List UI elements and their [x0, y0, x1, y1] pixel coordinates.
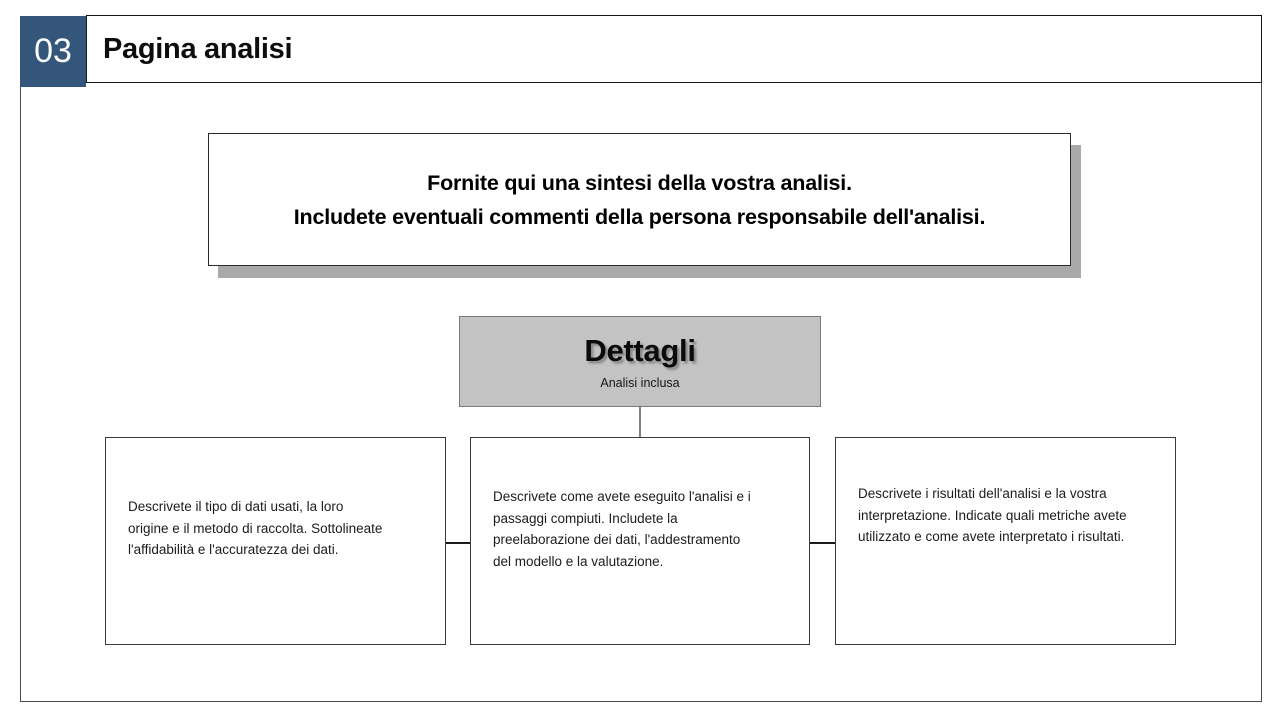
- connector-right-horizontal: [810, 542, 835, 544]
- detail-text-line: origine e il metodo di raccolta. Sottolineate: [128, 520, 383, 536]
- detail-text-line: interpretazione. Indicate quali metriche avete: [858, 507, 1127, 523]
- summary-line: Includete eventuali commenti della persona responsabile dell'analisi.: [293, 204, 986, 229]
- header-bar: [86, 15, 1262, 83]
- detail-box-results: [835, 437, 1176, 645]
- detail-text-line: utilizzato e come avete interpretato i risultati.: [858, 529, 1125, 545]
- detail-box-data: [105, 437, 446, 645]
- summary-line: Fornite qui una sintesi della vostra analisi.: [427, 170, 852, 195]
- detail-text-line: Descrivete come avete eseguito l'analisi e i: [493, 489, 751, 504]
- details-subtitle: Analisi inclusa: [600, 375, 680, 390]
- summary-box: [208, 133, 1071, 266]
- detail-text-line: preelaborazione dei dati, l'addestramento: [493, 532, 741, 548]
- detail-text-line: l'affidabilità e l'accuratezza dei dati.: [128, 542, 339, 558]
- detail-text-line: Descrivete il tipo di dati usati, la loro: [128, 499, 344, 514]
- connector-vertical: [639, 407, 641, 437]
- details-header-box: [459, 316, 821, 407]
- detail-box-method: [470, 437, 810, 645]
- detail-text-line: del modello e la valutazione.: [493, 553, 664, 569]
- detail-text-line: Descrivete i risultati dell'analisi e la vostra: [858, 486, 1107, 501]
- chapter-number-badge: 03: [20, 16, 86, 87]
- page-title: Pagina analisi: [103, 32, 293, 65]
- detail-text-line: passaggi compiuti. Includete la: [493, 510, 678, 526]
- connector-left-horizontal: [446, 542, 470, 544]
- detail-box-results-text: [858, 483, 1161, 548]
- details-title: Dettagli: [584, 332, 696, 368]
- detail-box-method-text: [493, 486, 795, 572]
- detail-box-data-text: [128, 496, 431, 561]
